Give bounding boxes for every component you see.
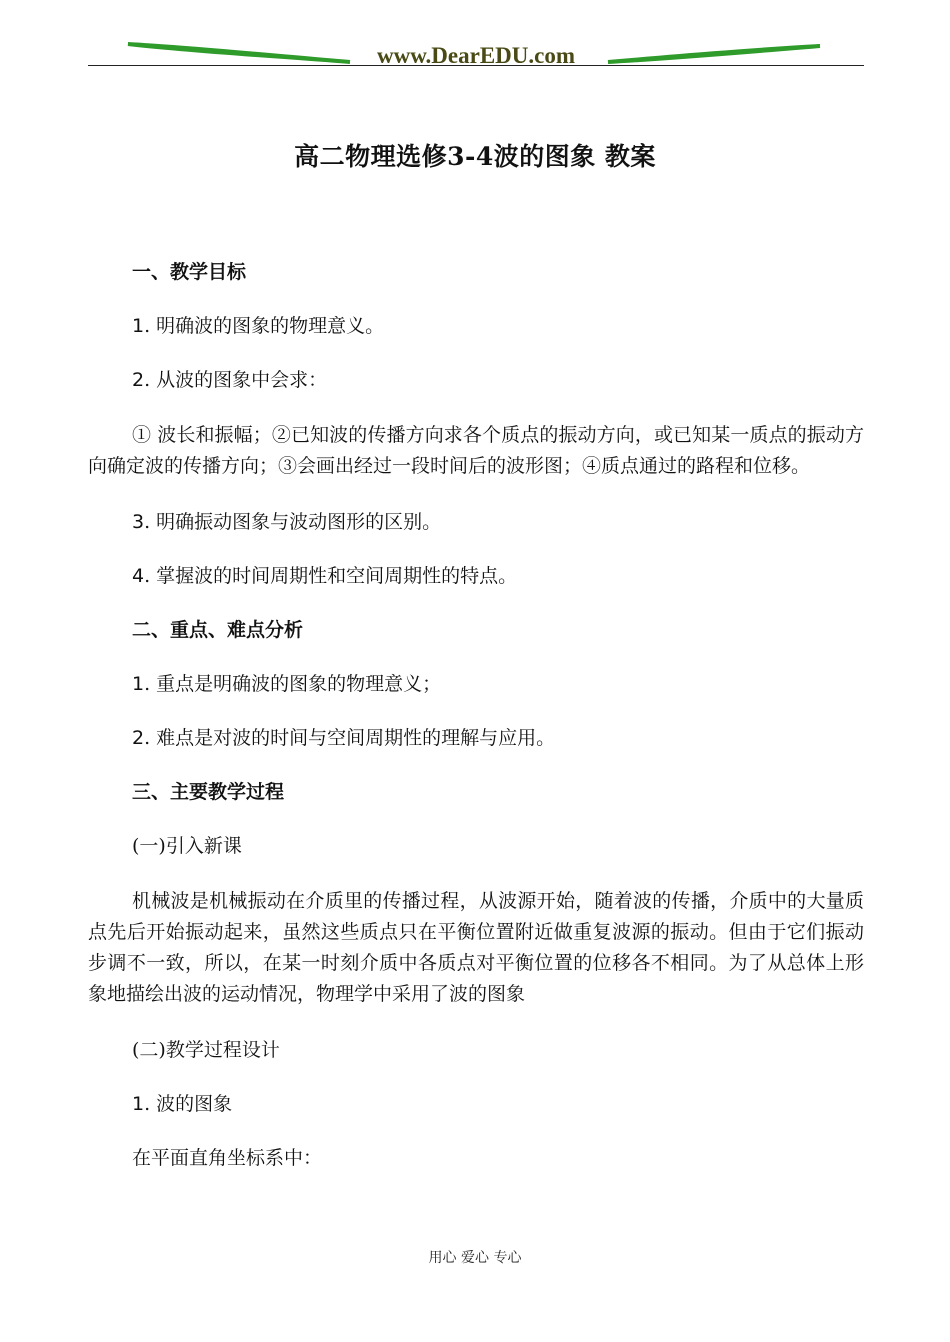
section-heading-key-points: 二、重点、难点分析: [132, 619, 304, 641]
right-leaf-swoosh: [608, 46, 820, 62]
list-item: 2. 难点是对波的时间与空间周期性的理解与应用。: [132, 727, 556, 749]
list-item: 1. 重点是明确波的图象的物理意义；: [132, 673, 442, 695]
list-item: 3. 明确振动图象与波动图形的区别。: [132, 511, 442, 533]
left-leaf-swoosh: [128, 44, 350, 62]
page-footer: 用心 爱心 专心: [428, 1250, 522, 1266]
page-title: 高二物理选修3-4波的图象 教案: [294, 142, 656, 171]
body-paragraph: 机械波是机械振动在介质里的传播过程，从波源开始，随着波的传播，介质中的大量质点先后开始振动起来，虽然这些质点只在平衡位置附近做重复波源的振动。但由于它们振动步调不一致，所以，在某一时刻介质中各质点对平衡位置的位移各不相同。为了从总体上形象地描绘出波的运动情况，物理学中采用了波的图象: [88, 890, 864, 1005]
logo-text: www.DearEDU.com: [376, 43, 576, 68]
section-heading-process: 三、主要教学过程: [132, 781, 285, 803]
section-heading-objectives: 一、教学目标: [132, 261, 247, 283]
list-item: 2. 从波的图象中会求：: [132, 369, 328, 391]
body-paragraph: 在平面直角坐标系中：: [132, 1147, 323, 1169]
document-body: [88, 258, 864, 1198]
subsection-heading: (一)引入新课: [132, 835, 242, 857]
subsection-heading: (二)教学过程设计: [132, 1039, 280, 1061]
header-rule: [88, 65, 864, 66]
list-item: 1. 明确波的图象的物理意义。: [132, 315, 385, 337]
list-item: 1. 波的图象: [132, 1093, 233, 1115]
list-item: 4. 掌握波的时间周期性和空间周期性的特点。: [132, 565, 518, 587]
body-paragraph: ① 波长和振幅；②已知波的传播方向求各个质点的振动方向，或已知某一质点的振动方向确定波的传播方向；③会画出经过一段时间后的波形图；④质点通过的路程和位移。: [88, 424, 864, 477]
